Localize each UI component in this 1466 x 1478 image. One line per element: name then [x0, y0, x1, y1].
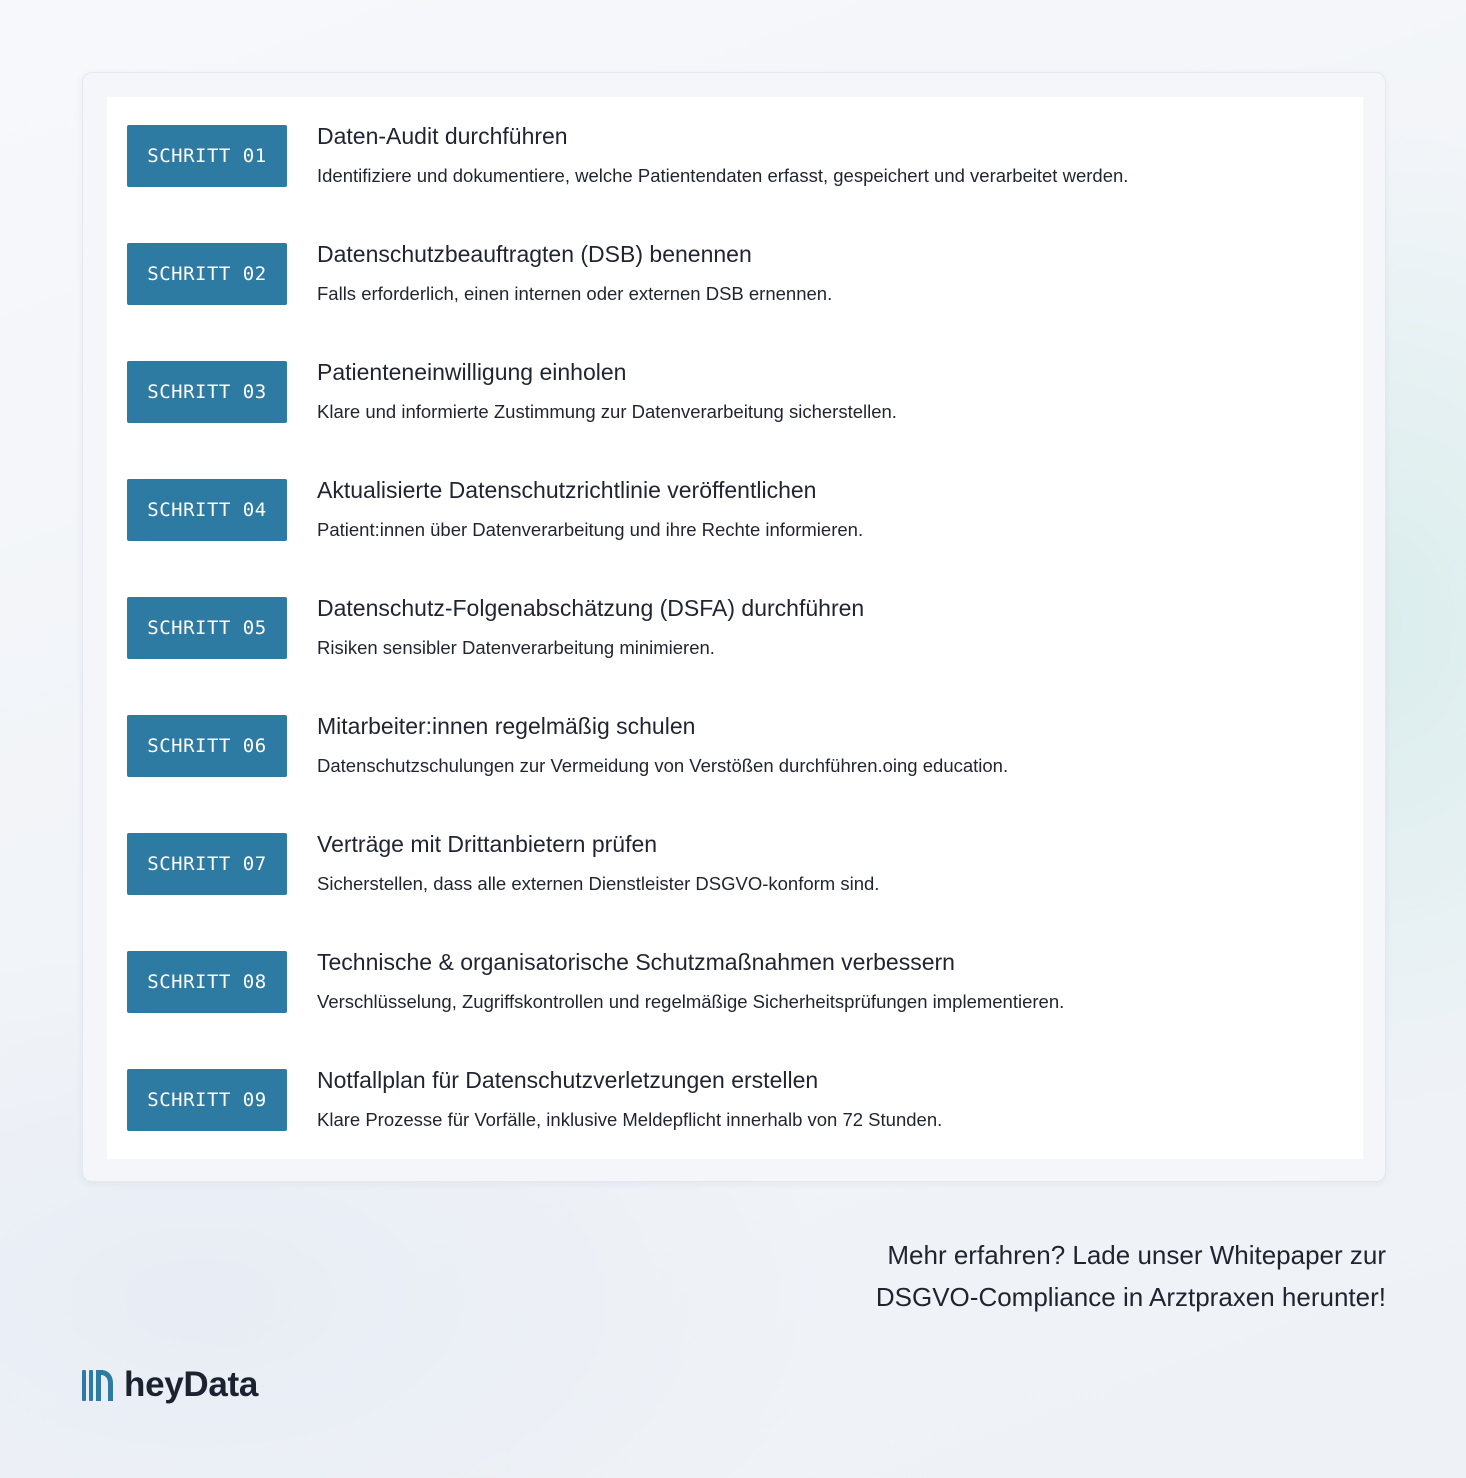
step-title: Datenschutz-Folgenabschätzung (DSFA) durchführen [317, 595, 865, 621]
step-badge: SCHRITT 09 [127, 1069, 287, 1131]
step-title: Daten-Audit durchführen [317, 123, 568, 149]
step-title: Verträge mit Drittanbietern prüfen [317, 831, 658, 857]
step-description: Verschlüsselung, Zugriffskontrollen und regelmäßige Sicherheitsprüfungen implementieren. [317, 991, 1065, 1012]
heydata-bars-icon [82, 1367, 116, 1403]
step-item [127, 923, 1347, 1012]
step-item [127, 687, 1347, 776]
step-item [127, 97, 1347, 186]
step-description: Klare Prozesse für Vorfälle, inklusive Meldepflicht innerhalb von 72 Stunden. [317, 1109, 943, 1130]
step-item [127, 1041, 1347, 1130]
brand-logo [82, 1360, 258, 1410]
step-title: Technische & organisatorische Schutzmaßnahmen verbessern [317, 949, 955, 975]
step-badge: SCHRITT 03 [127, 361, 287, 423]
step-badge: SCHRITT 04 [127, 479, 287, 541]
step-title: Mitarbeiter:innen regelmäßig schulen [317, 713, 696, 739]
brand-name: heyData [124, 1365, 259, 1404]
cta-line-1: Mehr erfahren? Lade unser Whitepaper zur [887, 1240, 1386, 1270]
step-title: Notfallplan für Datenschutzverletzungen erstellen [317, 1067, 819, 1093]
step-title: Datenschutzbeauftragten (DSB) benennen [317, 241, 752, 267]
step-item [127, 569, 1347, 658]
cta-line-2: DSGVO-Compliance in Arztpraxen herunter! [875, 1282, 1386, 1312]
step-description: Risiken sensibler Datenverarbeitung minimieren. [317, 637, 715, 658]
step-badge: SCHRITT 08 [127, 951, 287, 1013]
step-title: Aktualisierte Datenschutzrichtlinie veröffentlichen [317, 477, 817, 503]
step-description: Patient:innen über Datenverarbeitung und ihre Rechte informieren. [317, 519, 864, 540]
step-badge: SCHRITT 06 [127, 715, 287, 777]
step-item [127, 805, 1347, 894]
steps-list [107, 97, 1363, 1159]
step-title: Patienteneinwilligung einholen [317, 359, 627, 385]
step-item [127, 451, 1347, 540]
step-badge: SCHRITT 02 [127, 243, 287, 305]
whitepaper-cta [686, 1234, 1386, 1318]
step-badge: SCHRITT 05 [127, 597, 287, 659]
steps-card [82, 72, 1386, 1182]
step-item [127, 215, 1347, 304]
step-description: Klare und informierte Zustimmung zur Datenverarbeitung sicherstellen. [317, 401, 897, 422]
step-item [127, 333, 1347, 422]
step-badge: SCHRITT 07 [127, 833, 287, 895]
step-description: Identifiziere und dokumentiere, welche Patientendaten erfasst, gespeichert und verarbeitet werden. [317, 165, 1129, 186]
step-description: Falls erforderlich, einen internen oder externen DSB ernennen. [317, 283, 833, 304]
step-description: Sicherstellen, dass alle externen Dienstleister DSGVO-konform sind. [317, 873, 880, 894]
step-description: Datenschutzschulungen zur Vermeidung von Verstößen durchführen.oing education. [317, 755, 1009, 776]
step-badge: SCHRITT 01 [127, 125, 287, 187]
